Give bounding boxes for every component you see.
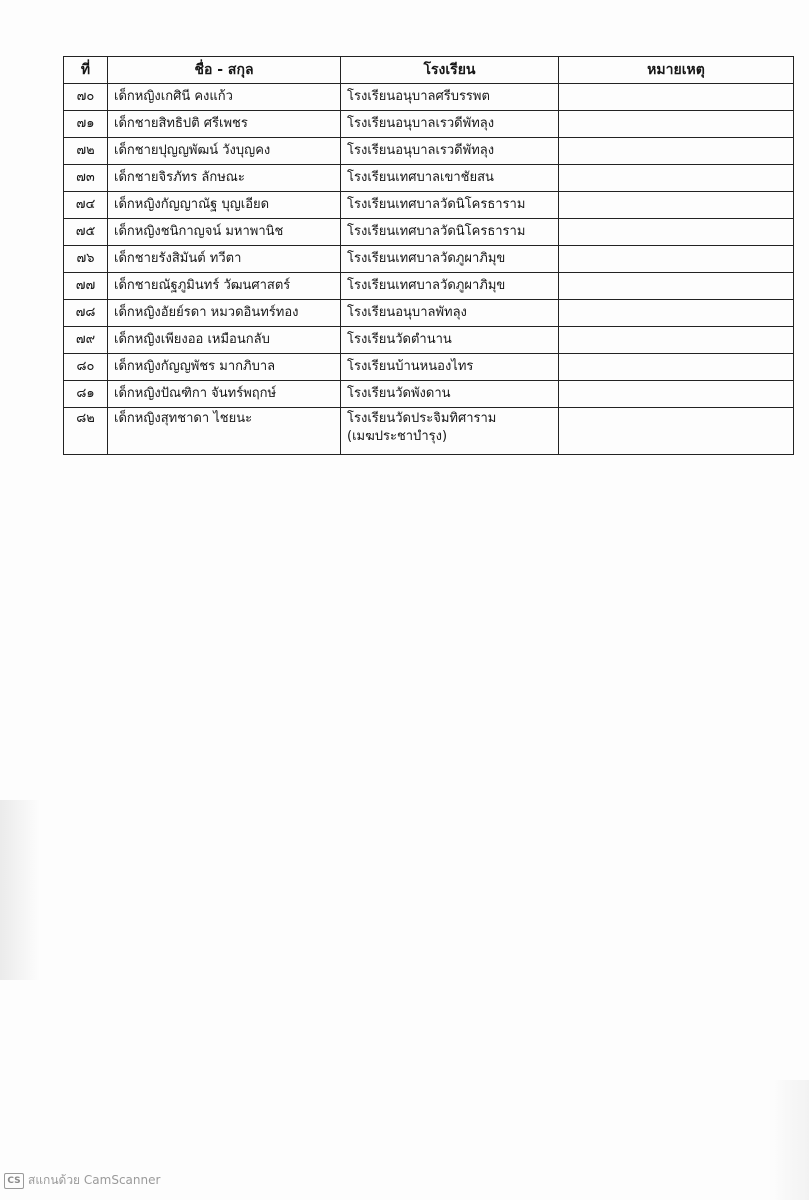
remarks-cell [559, 111, 794, 138]
remarks-cell [559, 138, 794, 165]
student-name: เด็กหญิงเกศินี คงแก้ว [108, 84, 341, 111]
school-name: โรงเรียนวัดประจิมทิศาราม [347, 411, 497, 426]
row-number: ๗๐ [64, 84, 108, 111]
row-number: ๗๕ [64, 219, 108, 246]
remarks-cell [559, 354, 794, 381]
student-name: เด็กชายรังสิมันต์ ทวีตา [108, 246, 341, 273]
school-name: โรงเรียนเทศบาลวัดภูผาภิมุข [341, 246, 559, 273]
school-name-cell [341, 408, 559, 455]
school-name: โรงเรียนเทศบาลวัดนิโครธาราม [341, 219, 559, 246]
student-name: เด็กหญิงเพียงออ เหมือนกลับ [108, 327, 341, 354]
school-name: โรงเรียนอนุบาลศรีบรรพต [341, 84, 559, 111]
row-number: ๗๔ [64, 192, 108, 219]
student-name: เด็กชายจิรภัทร ลักษณะ [108, 165, 341, 192]
header-remarks: หมายเหตุ [559, 57, 794, 84]
table-row [64, 111, 794, 138]
row-number: ๗๒ [64, 138, 108, 165]
table-row [64, 192, 794, 219]
row-number: ๘๐ [64, 354, 108, 381]
student-name: เด็กชายสิทธิปติ ศรีเพชร [108, 111, 341, 138]
school-name-continued: (เมฆประชาบำรุง) [347, 429, 448, 444]
row-number: ๘๒ [64, 408, 108, 455]
student-name: เด็กหญิงปัณฑิกา จันทร์พฤกษ์ [108, 381, 341, 408]
school-name: โรงเรียนเทศบาลวัดนิโครธาราม [341, 192, 559, 219]
table-row [64, 138, 794, 165]
school-name: โรงเรียนอนุบาลเรวดีพัทลุง [341, 138, 559, 165]
school-name: โรงเรียนบ้านหนองไทร [341, 354, 559, 381]
remarks-cell [559, 273, 794, 300]
header-name: ชื่อ - สกุล [108, 57, 341, 84]
header-number: ที่ [64, 57, 108, 84]
student-name: เด็กหญิงกัญญาณัฐ บุญเอียด [108, 192, 341, 219]
camscanner-logo-icon: CS [4, 1173, 24, 1189]
school-name: โรงเรียนเทศบาลเขาชัยสน [341, 165, 559, 192]
table-row [64, 246, 794, 273]
school-name: โรงเรียนอนุบาลพัทลุง [341, 300, 559, 327]
table-row [64, 273, 794, 300]
table-row [64, 300, 794, 327]
row-number: ๘๑ [64, 381, 108, 408]
remarks-cell [559, 408, 794, 455]
row-number: ๗๖ [64, 246, 108, 273]
student-name: เด็กชายปุญญพัฒน์ วังบุญคง [108, 138, 341, 165]
scanner-watermark [4, 1171, 160, 1190]
scanner-watermark-text: สแกนด้วย CamScanner [28, 1173, 161, 1187]
school-name: โรงเรียนวัดตำนาน [341, 327, 559, 354]
remarks-cell [559, 192, 794, 219]
table-row [64, 354, 794, 381]
remarks-cell [559, 219, 794, 246]
remarks-cell [559, 327, 794, 354]
remarks-cell [559, 300, 794, 327]
table-row [64, 327, 794, 354]
row-number: ๗๙ [64, 327, 108, 354]
student-roster-table [63, 56, 794, 455]
remarks-cell [559, 246, 794, 273]
student-name: เด็กหญิงอัยย์รดา หมวดอินทร์ทอง [108, 300, 341, 327]
row-number: ๗๘ [64, 300, 108, 327]
scan-shadow-left [0, 800, 40, 980]
table-row [64, 408, 794, 455]
row-number: ๗๓ [64, 165, 108, 192]
remarks-cell [559, 165, 794, 192]
table-row [64, 381, 794, 408]
scan-shadow-right [769, 1080, 809, 1200]
remarks-cell [559, 381, 794, 408]
student-name: เด็กชายณัฐภูมินทร์ วัฒนศาสตร์ [108, 273, 341, 300]
table-header-row [64, 57, 794, 84]
remarks-cell [559, 84, 794, 111]
school-name: โรงเรียนอนุบาลเรวดีพัทลุง [341, 111, 559, 138]
school-name: โรงเรียนเทศบาลวัดภูผาภิมุข [341, 273, 559, 300]
student-name: เด็กหญิงกัญญพัชร มากภิบาล [108, 354, 341, 381]
row-number: ๗๗ [64, 273, 108, 300]
table-row [64, 219, 794, 246]
header-school: โรงเรียน [341, 57, 559, 84]
school-name: โรงเรียนวัดพังดาน [341, 381, 559, 408]
row-number: ๗๑ [64, 111, 108, 138]
student-name: เด็กหญิงชนิกาญจน์ มหาพานิช [108, 219, 341, 246]
student-name: เด็กหญิงสุทชาดา ไชยนะ [108, 408, 341, 455]
table-row [64, 84, 794, 111]
table-row [64, 165, 794, 192]
